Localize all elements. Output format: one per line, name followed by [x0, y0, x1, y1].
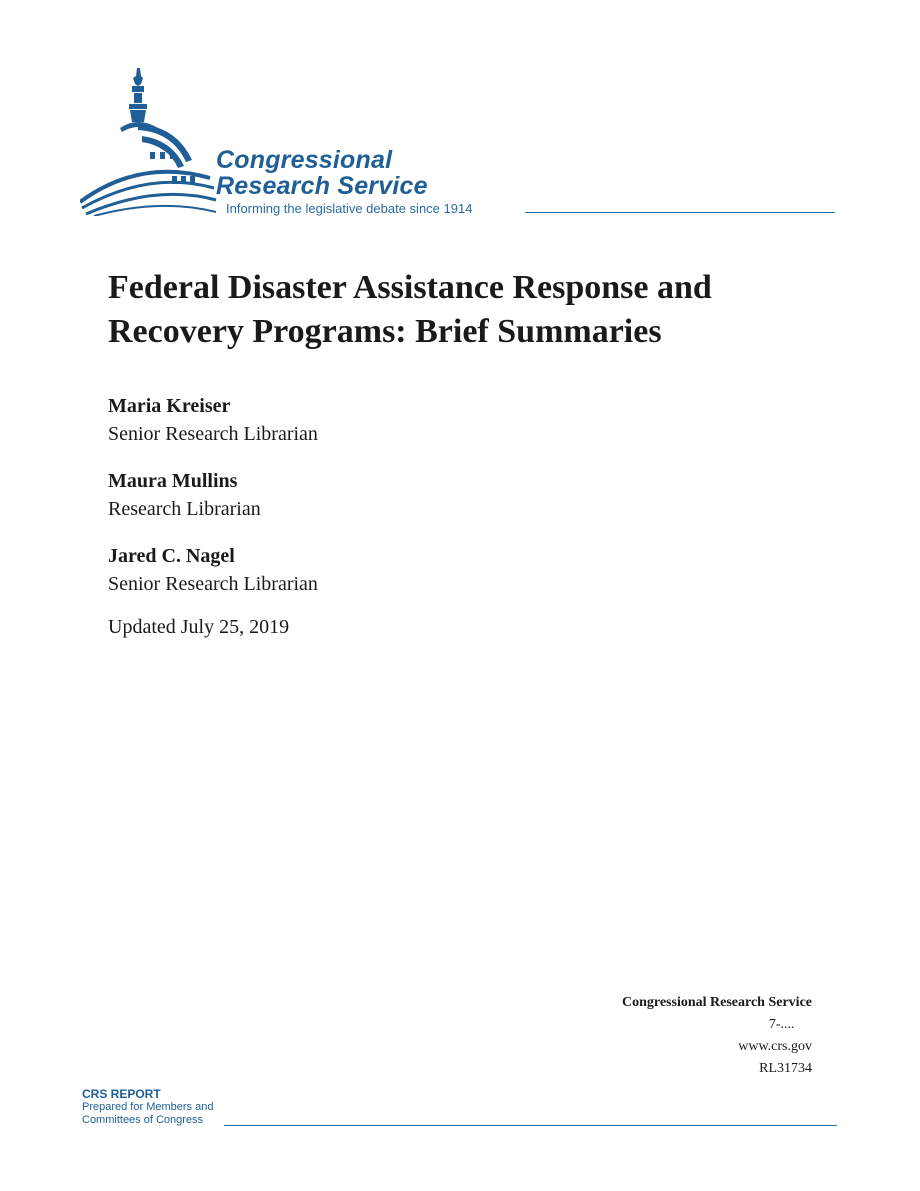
- report-meta: [622, 992, 812, 1080]
- author-title: Research Librarian: [108, 498, 261, 520]
- logo-wordmark-line1: Congressional: [216, 146, 393, 174]
- document-title: Federal Disaster Assistance Response and Recovery Programs: Brief Summaries: [108, 269, 712, 350]
- author-name: Jared C. Nagel: [108, 545, 235, 567]
- logo-wordmark-line2: Research Service: [216, 172, 428, 200]
- footer-rule: [224, 1125, 837, 1126]
- capitol-dome-icon: [80, 66, 220, 216]
- header-rule: [525, 212, 835, 213]
- logo-tagline: Informing the legislative debate since 1914: [226, 201, 473, 216]
- meta-code: 7-....: [768, 1017, 795, 1032]
- author-name: Maura Mullins: [108, 470, 238, 492]
- updated-date: Updated July 25, 2019: [108, 616, 290, 638]
- footer-line1: Prepared for Members and: [82, 1101, 214, 1113]
- author-name: Maria Kreiser: [108, 395, 231, 417]
- footer: [82, 1088, 837, 1132]
- author-block: [108, 392, 318, 448]
- author-block: [108, 467, 261, 523]
- crs-logo: [80, 66, 840, 226]
- meta-url-link[interactable]: www.crs.gov: [738, 1039, 812, 1054]
- author-title: Senior Research Librarian: [108, 423, 318, 445]
- author-block: [108, 542, 318, 598]
- meta-report-number: RL31734: [759, 1061, 812, 1076]
- meta-org: Congressional Research Service: [621, 995, 812, 1010]
- footer-line2: Committees of Congress: [82, 1114, 204, 1126]
- footer-report-label: CRS REPORT: [82, 1087, 161, 1101]
- author-title: Senior Research Librarian: [108, 573, 318, 595]
